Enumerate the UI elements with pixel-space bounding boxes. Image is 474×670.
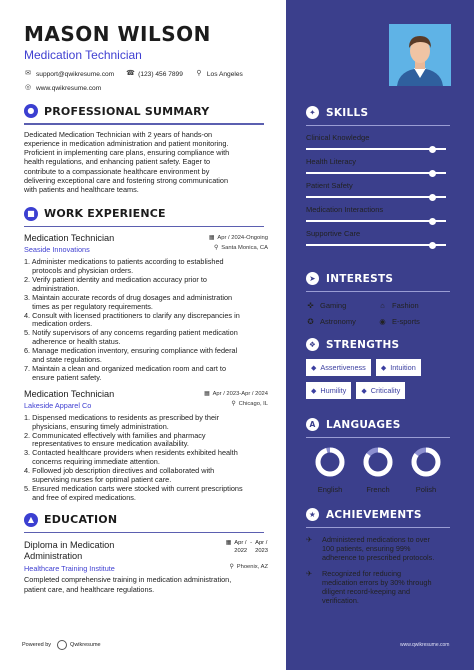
job-location	[231, 401, 268, 410]
location-text: Los Angeles	[206, 70, 243, 78]
job-date	[204, 389, 268, 399]
bullet-line: ensure patient safety.	[24, 372, 102, 382]
education-heading-text: EDUCATION	[44, 513, 118, 527]
bullet-line: 4. Followed job description directives and collaborated with	[24, 466, 215, 476]
star-icon: ◆	[361, 387, 367, 395]
strength-label: Intuition	[390, 363, 416, 372]
summary-line: Proficient in implementing care plans, ensuring compliance with	[24, 148, 230, 158]
skill-label: Medication Interactions	[306, 205, 384, 214]
bullet-line: 6. Manage medication inventory, ensuring compliance with federal	[24, 346, 238, 356]
footer-branding	[22, 640, 101, 650]
globe-icon: ◎	[24, 84, 32, 91]
job-bullets	[24, 414, 264, 503]
achievements-heading-text: ACHIEVEMENTS	[326, 508, 422, 521]
skills-heading	[306, 106, 450, 119]
interests-rule	[306, 291, 450, 292]
summary-line: experience in medication administration and patient monitoring.	[24, 138, 229, 148]
achievement-line: diligent record-keeping and	[322, 587, 411, 596]
achievement-line: medication errors by 30% through	[322, 578, 432, 587]
interest-item	[306, 317, 378, 326]
skill-item	[306, 205, 450, 222]
language-item	[402, 446, 450, 494]
bullet-line: and state regulations.	[24, 355, 102, 365]
job-company: Lakeside Apparel Co	[24, 400, 92, 410]
school-location	[229, 564, 268, 573]
bullet-line: 2. Verify patient identity and medication accuracy prior to	[24, 274, 207, 284]
job-date	[209, 233, 268, 243]
profile-photo	[389, 24, 451, 86]
date-part: 2023	[255, 547, 268, 554]
language-label: French	[366, 485, 390, 494]
website-contact[interactable]	[24, 84, 268, 92]
contact-row	[24, 70, 268, 78]
star-icon: ◆	[311, 364, 317, 372]
achievement-item	[306, 535, 456, 562]
hanger-icon: ⌂	[380, 301, 385, 310]
date-part: Apr /	[234, 540, 247, 547]
job-title: Medication Technician	[24, 233, 115, 244]
school-location-text: Phoenix, AZ	[236, 564, 268, 571]
bullet-line: 7. Maintain a clean and organized medication room and cart to	[24, 363, 227, 373]
email-text: support@qwikresume.com	[36, 70, 115, 78]
rocket-icon: ➤	[306, 272, 319, 285]
bullet-line: representatives to ensure medication availability.	[24, 439, 189, 449]
bullet-line: 5. Ensured medication carts were stocked with current prescriptions	[24, 484, 243, 494]
bullet-line: administration.	[24, 283, 80, 293]
interest-label: E-sports	[392, 317, 420, 326]
languages-section	[306, 418, 450, 494]
language-ring	[314, 446, 346, 478]
interest-label: Astronomy	[320, 317, 356, 326]
skill-bar	[306, 148, 446, 150]
job-date-text: Apr / 2024-Ongoing	[217, 235, 268, 242]
achievement-item	[306, 569, 456, 605]
interest-item	[378, 301, 450, 310]
skill-bar	[306, 220, 446, 222]
experience-heading	[24, 207, 268, 221]
interest-item	[378, 317, 450, 326]
planet-icon: ✪	[307, 317, 314, 326]
degree-line: Administration	[24, 551, 83, 562]
summary-text	[24, 130, 264, 195]
date-separator: -	[250, 540, 253, 547]
phone-text: (123) 456 7899	[138, 70, 183, 78]
skill-label: Patient Safety	[306, 181, 353, 190]
bullet-line: physicians, ensuring timely administration.	[24, 421, 169, 431]
email-contact[interactable]	[24, 70, 114, 78]
bullet-line: concerns requiring immediate attention.	[24, 457, 160, 467]
skill-label: Health Literacy	[306, 157, 357, 166]
language-item	[306, 446, 354, 494]
website-text: www.qwikresume.com	[36, 84, 102, 92]
language-item	[354, 446, 402, 494]
bullet-line: 3. Contacted healthcare providers when residents exhibited health	[24, 448, 238, 458]
achievement-line: Administered medications to over	[322, 535, 430, 544]
skills-section	[306, 106, 450, 246]
summary-heading	[24, 104, 268, 118]
interests-heading	[306, 272, 450, 285]
bullet-line: supervising nurses for optimal patient care.	[24, 475, 172, 485]
education-date	[226, 540, 268, 562]
job-location-text: Santa Monica, CA	[221, 245, 268, 252]
skill-label: Clinical Knowledge	[306, 133, 370, 142]
skill-label: Supportive Care	[306, 229, 361, 238]
location-pin-icon: ⚲	[214, 245, 219, 252]
skill-item	[306, 229, 450, 246]
brain-icon: ❖	[306, 338, 319, 351]
summary-line: with patients and healthcare teams.	[24, 185, 139, 195]
summary-line: Dedicated Medication Technician with 2 years of hands-on	[24, 129, 213, 139]
job-title: Medication Technician	[24, 388, 115, 399]
interests-grid	[306, 301, 450, 326]
language-ring	[362, 446, 394, 478]
languages-list	[306, 446, 450, 494]
interests-heading-text: INTERESTS	[326, 272, 394, 285]
briefcase-icon: ■	[24, 207, 38, 221]
plane-icon: ✈	[306, 535, 313, 544]
skills-rule	[306, 125, 450, 126]
star-icon: ◆	[380, 364, 387, 372]
interests-section	[306, 272, 450, 326]
skill-bar	[306, 196, 446, 198]
summary-rule	[24, 123, 264, 125]
location-pin-icon: ⚲	[231, 400, 236, 407]
education-desc-line: patient care, and healthcare regulations.	[24, 584, 155, 594]
strength-chip	[376, 359, 421, 376]
skills-list	[306, 133, 450, 246]
skill-level-knob	[429, 146, 436, 153]
job-company: Seaside Innovations	[24, 245, 90, 255]
languages-heading	[306, 418, 450, 431]
bullet-line: 1. Dispensed medications to residents as prescribed by their	[24, 412, 220, 422]
date-part: Apr /	[255, 540, 268, 547]
strengths-section	[306, 338, 450, 405]
bullet-line: protocols and physician orders.	[24, 265, 134, 275]
plane-icon: ✈	[306, 569, 313, 578]
skill-bar	[306, 172, 446, 174]
date-part: 2022	[234, 547, 248, 554]
strength-chip	[306, 382, 351, 399]
degree-title	[24, 540, 114, 562]
school-name: Healthcare Training Institute	[24, 564, 115, 574]
email-icon: ✉	[25, 70, 31, 77]
languages-heading-text: LANGUAGES	[326, 418, 401, 431]
interest-item	[306, 301, 378, 310]
language-ring	[410, 446, 442, 478]
esports-icon: ◉	[379, 317, 386, 326]
calendar-icon: ▦	[208, 235, 215, 242]
summary-line: health regulations, and enhancing patient safety. Eager to	[24, 157, 211, 167]
summary-heading-text: PROFESSIONAL SUMMARY	[44, 104, 210, 118]
bullet-line: 1. Administer medications to patients according to established	[24, 257, 224, 267]
achievement-line: adherence to prescribed protocols.	[322, 553, 435, 562]
languages-rule	[306, 437, 450, 438]
summary-section	[24, 104, 268, 195]
bullet-line: 2. Communicated effectively with families and pharmacy	[24, 430, 206, 440]
achievements-heading	[306, 508, 456, 521]
job-entry	[24, 233, 268, 383]
bullet-line: and free of expired medications.	[24, 492, 136, 502]
strengths-chips	[306, 359, 450, 405]
bullet-line: 5. Notify supervisors of any concerns regarding patient medication	[24, 328, 238, 338]
achievement-line: verification.	[322, 596, 359, 605]
trophy-icon: ★	[306, 508, 319, 521]
person-icon: ●	[24, 104, 38, 118]
strength-label: Assertiveness	[320, 363, 366, 372]
education-section	[24, 513, 268, 594]
experience-heading-text: WORK EXPERIENCE	[44, 207, 166, 221]
lightbulb-icon: ✦	[306, 106, 319, 119]
education-desc-line: Completed comprehensive training in medication administration,	[24, 575, 232, 585]
bullet-line: 4. Consult with licensed practitioners to clarify any discrepancies in	[24, 310, 240, 320]
skill-level-knob	[429, 242, 436, 249]
achievements-rule	[306, 527, 450, 528]
phone-contact[interactable]	[126, 70, 183, 78]
language-label: Polish	[415, 485, 437, 494]
job-bullets	[24, 258, 264, 383]
job-date-text: Apr / 2023-Apr / 2024	[212, 390, 268, 397]
location-contact	[195, 70, 243, 78]
calendar-icon: ▦	[225, 540, 232, 547]
strengths-heading	[306, 338, 450, 351]
skill-item	[306, 157, 450, 174]
phone-icon: ☎	[126, 70, 135, 77]
summary-line: contribute to a compassionate healthcare environment by	[24, 166, 210, 176]
powered-by-text: Powered by	[22, 642, 52, 648]
bullet-line: medication orders.	[24, 319, 93, 329]
language-label: English	[317, 485, 343, 494]
qwikresume-logo-icon	[57, 640, 67, 650]
strength-chip	[306, 359, 371, 376]
calendar-icon: ▦	[204, 390, 210, 397]
interest-label: Gaming	[320, 301, 347, 310]
skill-level-knob	[429, 194, 436, 201]
experience-section	[24, 207, 268, 503]
skill-bar	[306, 244, 446, 246]
job-location	[214, 245, 268, 254]
degree-line: Diploma in Medication	[24, 540, 115, 551]
achievement-line: Recognized for reducing	[322, 569, 402, 578]
skill-level-knob	[429, 218, 436, 225]
language-ring-fill	[318, 450, 342, 474]
bullet-line: times as per regulatory requirements.	[24, 301, 153, 311]
gamepad-icon: ✜	[307, 301, 314, 310]
skill-item	[306, 133, 450, 150]
bullet-line: 3. Maintain accurate records of drug dosages and administration	[24, 292, 233, 302]
job-location-text: Chicago, IL	[238, 400, 268, 407]
skill-item	[306, 181, 450, 198]
interest-label: Fashion	[392, 301, 419, 310]
strength-chip	[356, 382, 405, 399]
graduation-cap-icon: ▲	[24, 513, 38, 527]
star-icon: ◆	[311, 387, 317, 395]
achievement-line: 100 patients, ensuring 99%	[322, 544, 411, 553]
bullet-line: adherence or health status.	[24, 337, 121, 347]
strength-label: Criticality	[370, 386, 401, 395]
job-role: Medication Technician	[24, 48, 142, 62]
experience-rule	[24, 226, 264, 228]
strengths-heading-text: STRENGTHS	[326, 338, 400, 351]
translate-icon: A	[306, 418, 319, 431]
education-description	[24, 575, 264, 594]
brand-text[interactable]: Qwikresume	[70, 642, 101, 648]
job-entry	[24, 389, 268, 503]
candidate-name: MASON WILSON	[24, 22, 211, 46]
summary-line: delivering exceptional care and fostering strong communication	[24, 175, 229, 185]
skill-level-knob	[429, 170, 436, 177]
footer-website[interactable]: www.qwikresume.com	[400, 642, 450, 648]
location-pin-icon: ⚲	[229, 564, 234, 571]
education-rule	[24, 532, 264, 534]
education-heading	[24, 513, 268, 527]
location-pin-icon: ⚲	[196, 70, 202, 77]
strength-label: Humility	[320, 386, 347, 395]
achievements-section	[306, 508, 456, 605]
skills-heading-text: SKILLS	[326, 106, 369, 119]
